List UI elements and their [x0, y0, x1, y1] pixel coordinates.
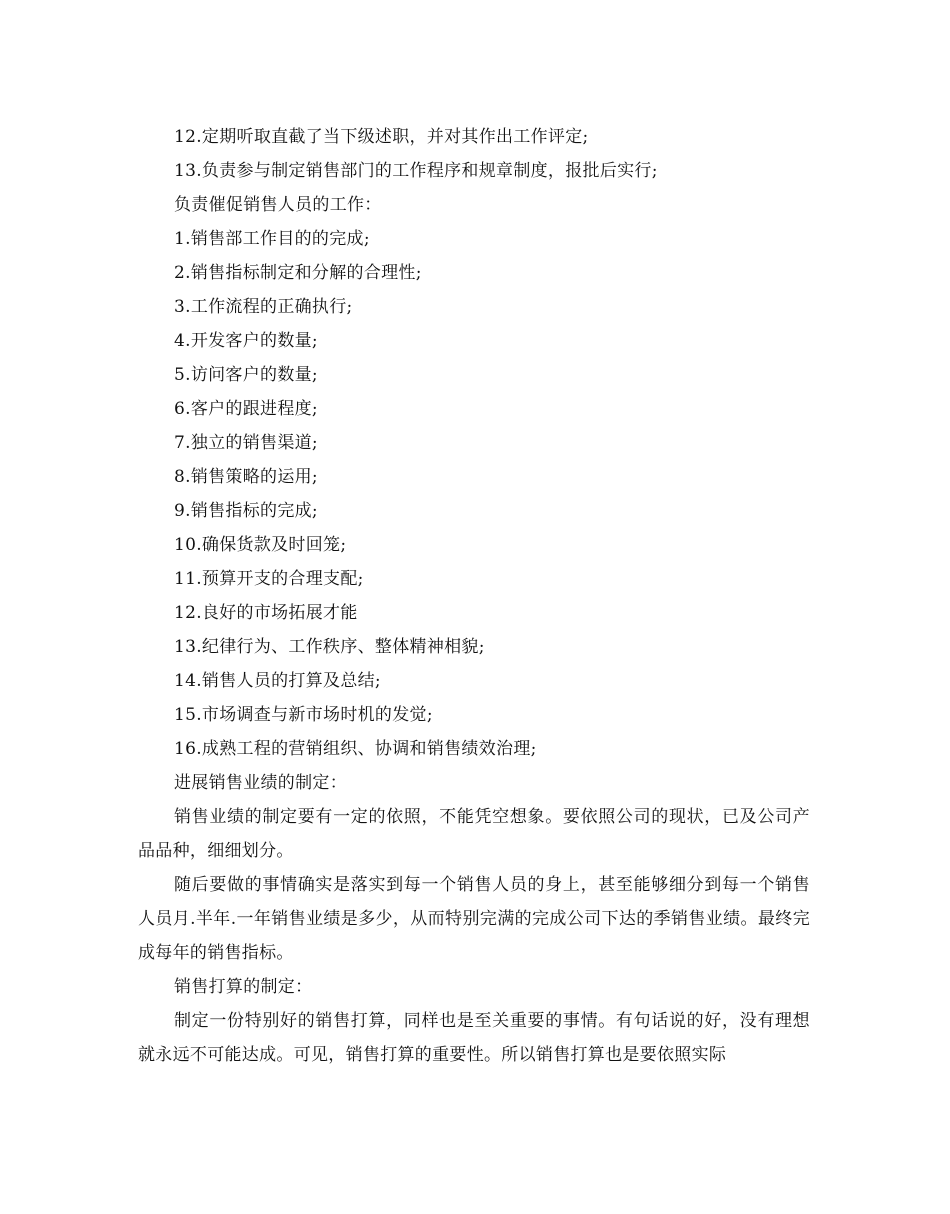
- list-item: 12.良好的市场拓展才能: [174, 603, 358, 623]
- paragraph: 制定一份特别好的销售打算，同样也是至关重要的事情。有句话说的好，没有理想就永远不可能达成。可见，销售打算的重要性。所以销售打算也是要依照实际: [138, 1011, 810, 1065]
- list-item: 4.开发客户的数量;: [174, 331, 318, 351]
- list-item: 15.市场调查与新市场时机的发觉;: [174, 705, 433, 725]
- paragraph: 销售业绩的制定要有一定的依照，不能凭空想象。要依照公司的现状，已及公司产品品种，细细划分。: [138, 807, 810, 861]
- list-item: 2.销售指标制定和分解的合理性;: [174, 263, 422, 283]
- list-item: 14.销售人员的打算及总结;: [174, 671, 381, 691]
- list-item: 16.成熟工程的营销组织、协调和销售绩效治理;: [174, 739, 537, 759]
- section-heading: 销售打算的制定：: [174, 977, 313, 997]
- section-heading: 负责催促销售人员的工作：: [174, 195, 382, 215]
- list-item: 3.工作流程的正确执行;: [174, 297, 353, 317]
- section-heading: 进展销售业绩的制定：: [174, 773, 347, 793]
- text-line: 12.定期听取直截了当下级述职，并对其作出工作评定;: [174, 127, 589, 147]
- paragraph: 随后要做的事情确实是落实到每一个销售人员的身上，甚至能够细分到每一个销售人员月.半年.一年销售业绩是多少，从而特别完满的完成公司下达的季销售业绩。最终完成每年的销售指标。: [138, 875, 810, 963]
- list-item: 6.客户的跟进程度;: [174, 399, 318, 419]
- list-item: 8.销售策略的运用;: [174, 467, 318, 487]
- text-line: 13.负责参与制定销售部门的工作程序和规章制度，报批后实行;: [174, 161, 658, 181]
- list-item: 10.确保货款及时回笼;: [174, 535, 347, 555]
- document-body: [138, 120, 810, 1072]
- list-item: 1.销售部工作目的的完成;: [174, 229, 370, 249]
- list-item: 7.独立的销售渠道;: [174, 433, 318, 453]
- list-item: 13.纪律行为、工作秩序、整体精神相貌;: [174, 637, 485, 657]
- list-item: 5.访问客户的数量;: [174, 365, 318, 385]
- list-item: 11.预算开支的合理支配;: [174, 569, 364, 589]
- list-item: 9.销售指标的完成;: [174, 501, 318, 521]
